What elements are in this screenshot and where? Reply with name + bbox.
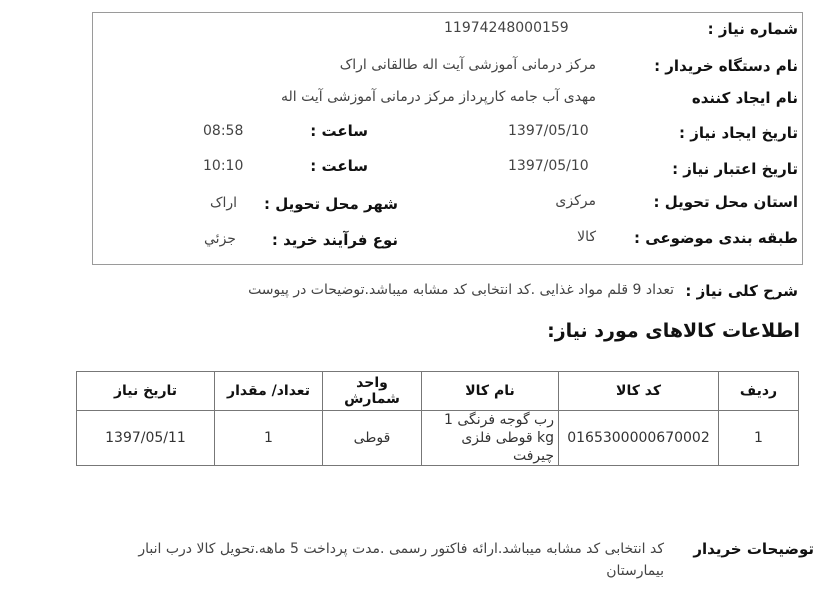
created-time-label: ساعت : <box>310 122 368 140</box>
valid-time-label: ساعت : <box>310 157 368 175</box>
cell-row-number: 1 <box>719 411 799 466</box>
cell-item-name: رب گوجه فرنگی 1 kg قوطی فلزی چیرفت <box>422 411 559 466</box>
cell-unit: قوطی <box>323 411 422 466</box>
col-header-item-code: کد کالا <box>559 372 719 411</box>
valid-date-value: 1397/05/10 <box>508 158 589 174</box>
category-value: کالا <box>577 229 596 245</box>
province-value: مرکزی <box>555 193 596 209</box>
cell-item-code: 0165300000670002 <box>559 411 719 466</box>
cell-quantity: 1 <box>215 411 323 466</box>
buyer-notes-value: کد انتخابی کد مشابه میباشد.ارائه فاکتور رسمی .مدت پرداخت 5 ماهه.تحویل کالا درب انبار بیمارستان <box>138 541 664 579</box>
province-label: استان محل تحویل : <box>653 193 798 211</box>
items-table-header <box>77 372 799 411</box>
creator-label: نام ایجاد کننده <box>691 89 798 107</box>
created-date-value: 1397/05/10 <box>508 123 589 139</box>
summary-value: تعداد 9 قلم مواد غذایی .کد انتخابی کد مشابه میباشد.توضیحات در پیوست <box>248 282 674 298</box>
col-header-row-number: ردیف <box>719 372 799 411</box>
need-number-label: شماره نیاز : <box>707 20 798 38</box>
process-label: نوع فرآیند خرید : <box>271 231 398 249</box>
process-value: جزئي <box>204 231 236 247</box>
table-row <box>77 411 799 466</box>
items-section-title: اطلاعات کالاهای مورد نیاز: <box>547 320 800 342</box>
buyer-notes-label: توضیحات خریدار <box>693 540 814 558</box>
valid-time-value: 10:10 <box>203 158 244 174</box>
creator-value: مهدی آب جامه کارپرداز مرکز درمانی آموزشی آیت اله <box>281 89 596 105</box>
col-header-unit: واحد شمارش <box>323 372 422 411</box>
items-table <box>76 371 799 466</box>
city-value: اراک <box>210 195 238 211</box>
created-date-label: تاریخ ایجاد نیاز : <box>679 124 798 142</box>
valid-date-label: تاریخ اعتبار نیاز : <box>672 160 798 178</box>
col-header-item-name: نام کالا <box>422 372 559 411</box>
created-time-value: 08:58 <box>203 123 244 139</box>
col-header-quantity: تعداد/ مقدار <box>215 372 323 411</box>
city-label: شهر محل تحویل : <box>263 195 398 213</box>
summary-label: شرح کلی نیاز : <box>685 282 798 300</box>
category-label: طبقه بندی موضوعی : <box>634 229 798 247</box>
col-header-need-date: تاریخ نیاز <box>77 372 215 411</box>
cell-need-date: 1397/05/11 <box>77 411 215 466</box>
buyer-label: نام دستگاه خریدار : <box>654 57 798 75</box>
buyer-value: مرکز درمانی آموزشی آیت اله طالقانی اراک <box>339 57 596 73</box>
need-number-value: 11974248000159 <box>444 20 569 36</box>
